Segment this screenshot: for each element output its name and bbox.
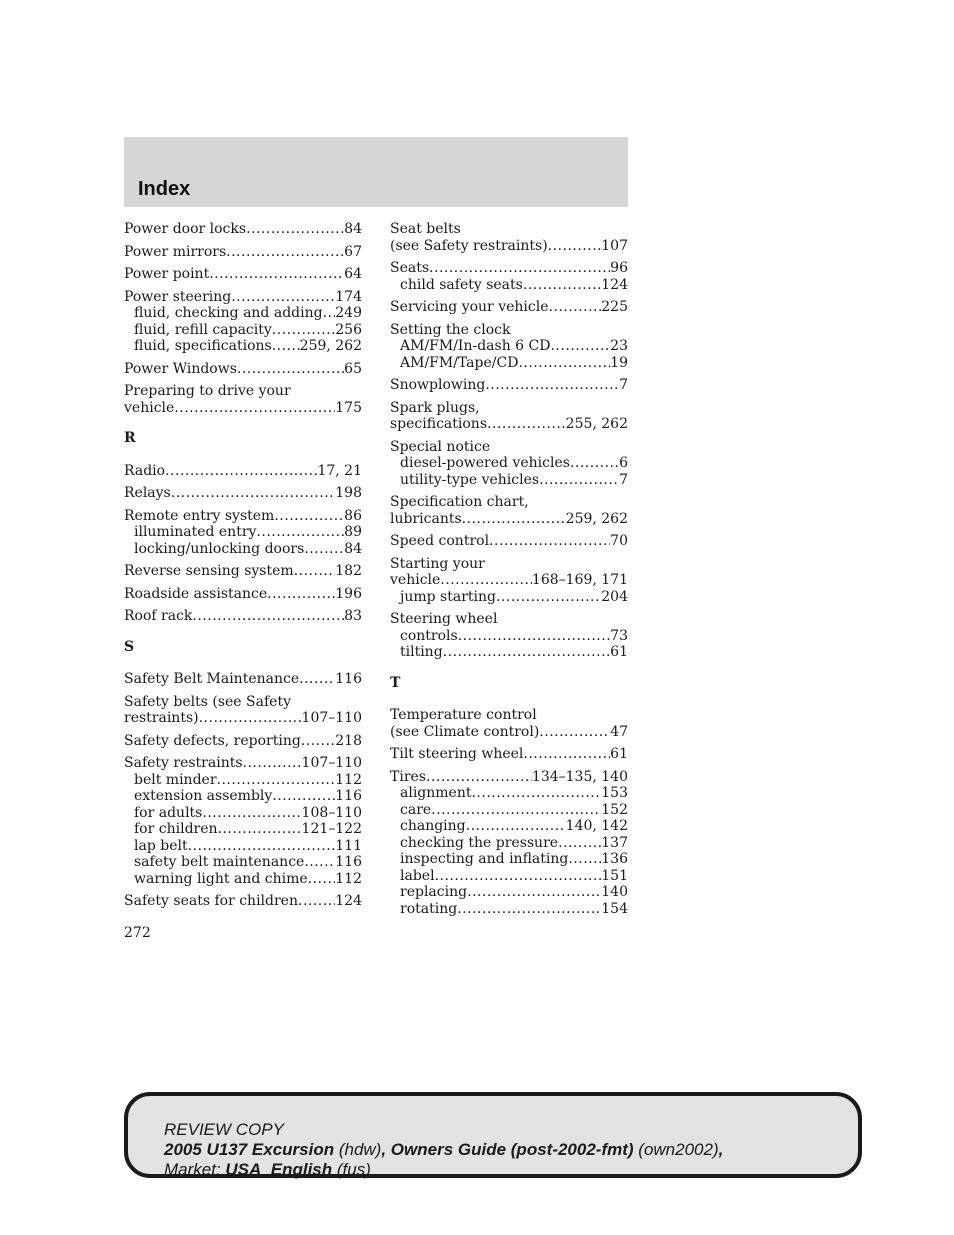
entry-term: (see Safety restraints) [390, 237, 548, 254]
dot-leader [539, 724, 610, 741]
index-entry-line [390, 707, 628, 724]
index-subentry [390, 835, 628, 852]
index-entry [124, 671, 362, 688]
entry-page: 84 [344, 221, 362, 237]
entry-term: AM/FM/Tape/CD [400, 354, 519, 371]
index-subentry [124, 805, 362, 822]
entry-page: 124 [601, 276, 628, 293]
index-subentry [390, 868, 628, 885]
entry-page: 6 [619, 455, 628, 471]
dot-leader [471, 785, 601, 802]
entry-term: for children [134, 821, 218, 837]
index-entry-line [124, 586, 362, 603]
index-entry [124, 586, 362, 603]
entry-page: 89 [344, 524, 362, 540]
entry-page: 112 [335, 771, 362, 788]
index-entry [124, 755, 362, 887]
entry-term: jump starting [400, 588, 496, 605]
entry-page: 67 [344, 243, 362, 260]
index-subentry [390, 589, 628, 606]
entry-term: checking the pressure [400, 834, 559, 851]
index-entry-line [390, 533, 628, 550]
index-entry-line [124, 361, 362, 378]
dot-leader [299, 671, 335, 688]
entry-term: (see Climate control) [390, 723, 540, 740]
index-subentry [390, 818, 628, 835]
index-entry-line [124, 383, 362, 400]
index-entry-line [390, 511, 628, 528]
entry-term: Specification chart, [390, 494, 529, 510]
index-entry [124, 221, 362, 238]
index-entry-line [124, 694, 362, 711]
index-entry-line [124, 893, 362, 910]
dot-leader [192, 608, 344, 625]
dot-leader [485, 377, 619, 394]
dot-leader [274, 508, 344, 525]
entry-page: 140, 142 [565, 818, 628, 834]
dot-leader [435, 868, 602, 885]
entry-term: diesel-powered vehicles [400, 455, 570, 471]
separator: , [381, 1140, 391, 1159]
index-entry-line [124, 244, 362, 261]
index-entry-line [124, 710, 362, 727]
entry-term: lap belt [134, 837, 188, 854]
entry-page: 154 [601, 900, 628, 917]
index-entry-line [390, 746, 628, 763]
entry-page: 107–110 [301, 755, 362, 771]
entry-page: 225 [601, 299, 628, 315]
index-entry [124, 733, 362, 750]
entry-page: 70 [610, 533, 628, 549]
market-line [164, 1160, 858, 1180]
entry-term: Temperature control [390, 707, 537, 723]
dot-leader [188, 838, 336, 855]
index-entry-line [390, 260, 628, 277]
entry-term: Starting your [390, 555, 485, 572]
index-subentry [390, 644, 628, 661]
entry-page: 19 [610, 354, 628, 371]
dot-leader [440, 572, 532, 589]
index-subentry [390, 901, 628, 918]
index-entry-line [390, 299, 628, 316]
entry-term: controls [400, 627, 458, 644]
entry-term: illuminated entry [134, 524, 257, 540]
dot-leader [568, 851, 601, 868]
index-entry-line [124, 508, 362, 525]
entry-term: Setting the clock [390, 321, 511, 338]
dot-leader [523, 746, 610, 763]
entry-term: Power point [124, 266, 210, 282]
entry-term: Roadside assistance [124, 585, 268, 602]
entry-term: Remote entry system [124, 507, 275, 524]
entry-page: 140 [601, 884, 628, 900]
index-entry-line [390, 416, 628, 433]
dot-leader [298, 893, 335, 910]
index-subentry [390, 884, 628, 901]
dot-leader [171, 485, 336, 502]
dot-leader [272, 322, 336, 339]
dot-leader [272, 338, 300, 355]
entry-page: 259, 262 [299, 338, 362, 354]
dot-leader [199, 710, 302, 727]
entry-page: 7 [619, 377, 628, 393]
entry-term: extension assembly [134, 788, 273, 804]
index-entry-line [124, 755, 362, 772]
review-copy-box [124, 1092, 862, 1178]
entry-term: tilting [400, 644, 443, 660]
entry-term: fluid, specifications [134, 338, 272, 354]
index-entry [390, 556, 628, 606]
index-entry-line [390, 572, 628, 589]
entry-term: for adults [134, 804, 203, 821]
entry-term: Tilt steering wheel [390, 746, 524, 762]
index-entry-line [124, 671, 362, 688]
index-subentry [124, 838, 362, 855]
entry-page: 256 [335, 321, 362, 338]
entry-page: 116 [335, 788, 362, 804]
index-subentry [124, 788, 362, 805]
index-entry-line [124, 221, 362, 238]
index-entry-line [390, 439, 628, 456]
entry-term: Snowplowing [390, 377, 486, 393]
separator: , [718, 1140, 724, 1159]
index-entry-line [390, 238, 628, 255]
guide-name: Owners Guide (post-2002-fmt) [390, 1140, 634, 1159]
index-subentry [124, 338, 362, 355]
dot-leader [308, 871, 336, 888]
dot-leader [466, 818, 566, 835]
entry-page: 249 [335, 305, 362, 321]
dot-leader [429, 260, 610, 277]
index-entry [390, 322, 628, 372]
index-entry [390, 377, 628, 394]
dot-leader [294, 563, 336, 580]
entry-term: Radio [124, 462, 166, 479]
dot-leader [174, 400, 335, 417]
index-entry-line [124, 400, 362, 417]
entry-page: 86 [344, 507, 362, 524]
dot-leader [202, 805, 301, 822]
dot-leader [462, 511, 566, 528]
entry-page: 112 [335, 870, 362, 887]
section-letter: S [124, 638, 135, 655]
document-info-line [164, 1140, 858, 1160]
entry-page: 7 [619, 471, 628, 488]
entry-page: 61 [610, 644, 628, 660]
entry-term: Seat belts [390, 221, 461, 237]
entry-page: 151 [601, 867, 628, 884]
entry-page: 259, 262 [565, 510, 628, 527]
dot-leader [243, 755, 302, 772]
index-entry [390, 533, 628, 550]
page-number: 272 [124, 925, 151, 941]
entry-page: 196 [335, 585, 362, 602]
dot-leader [226, 244, 344, 261]
entry-page: 136 [601, 851, 628, 867]
entry-page: 124 [335, 893, 362, 909]
dot-leader [489, 533, 610, 550]
index-entry [124, 608, 362, 625]
entry-page: 108–110 [301, 804, 362, 821]
dot-leader [539, 472, 619, 489]
entry-term: Power door locks [124, 221, 247, 237]
entry-page: 137 [601, 834, 628, 851]
index-subentry [390, 472, 628, 489]
entry-page: 116 [335, 671, 362, 687]
entry-term: lubricants [390, 510, 462, 527]
index-entry-line [124, 266, 362, 283]
dot-leader [558, 835, 601, 852]
index-column-left [124, 221, 362, 916]
index-entry-line [124, 608, 362, 625]
entry-term: Preparing to drive your [124, 383, 291, 399]
dot-leader [272, 788, 335, 805]
index-entry [124, 893, 362, 910]
dot-leader [431, 802, 601, 819]
index-entry [124, 266, 362, 283]
index-column-right [390, 221, 628, 923]
entry-term: label [400, 867, 435, 884]
index-subentry [390, 785, 628, 802]
dot-leader [231, 289, 335, 306]
dot-leader [549, 299, 602, 316]
entry-term: fluid, refill capacity [134, 321, 272, 338]
index-entry [124, 463, 362, 480]
entry-page: 17, 21 [317, 462, 362, 479]
dot-leader [487, 416, 566, 433]
entry-term: Seats [390, 260, 430, 276]
entry-term: fluid, checking and adding [134, 305, 323, 321]
dot-leader [237, 361, 344, 378]
dot-leader [496, 589, 601, 606]
dot-leader [304, 541, 344, 558]
entry-term: Reverse sensing system [124, 563, 294, 579]
dot-leader [256, 524, 344, 541]
entry-term: changing [400, 818, 466, 834]
index-header-bar [124, 137, 628, 207]
index-entry-line [390, 400, 628, 417]
guide-code: (own2002) [633, 1140, 719, 1159]
entry-term: utility-type vehicles [400, 471, 540, 488]
entry-term: Special notice [390, 438, 491, 455]
dot-leader [458, 628, 610, 645]
entry-term: vehicle [390, 572, 441, 588]
entry-page: 107 [601, 237, 628, 254]
entry-term: Safety Belt Maintenance [124, 671, 300, 687]
entry-term: Spark plugs, [390, 399, 480, 416]
index-entry-line [390, 221, 628, 238]
entry-page: 175 [335, 399, 362, 416]
entry-page: 152 [601, 801, 628, 818]
index-entry [390, 707, 628, 740]
index-subentry [124, 772, 362, 789]
entry-term: Roof rack [124, 608, 193, 624]
dot-leader [467, 884, 601, 901]
dot-leader [550, 338, 610, 355]
index-subentry [390, 277, 628, 294]
index-entry-line [390, 611, 628, 628]
section-letter: R [124, 430, 136, 446]
index-entry [390, 299, 628, 316]
entry-term: belt minder [134, 771, 217, 788]
entry-page: 174 [335, 288, 362, 305]
dot-leader [443, 644, 611, 661]
index-entry-line [390, 769, 628, 786]
index-entry-line [390, 494, 628, 511]
entry-page: 23 [610, 338, 628, 354]
entry-page: 96 [610, 260, 628, 276]
index-subentry [124, 524, 362, 541]
entry-term: locking/unlocking doors [134, 540, 305, 557]
dot-leader [267, 586, 335, 603]
entry-page: 182 [335, 563, 362, 579]
entry-term: Speed control [390, 533, 490, 549]
dot-leader [218, 821, 302, 838]
index-subentry [390, 628, 628, 645]
entry-term: rotating [400, 900, 458, 917]
entry-page: 61 [610, 746, 628, 762]
entry-term: Safety seats for children [124, 893, 298, 909]
entry-term: Safety belts (see Safety [124, 693, 291, 710]
index-subentry [124, 322, 362, 339]
index-entry [124, 508, 362, 558]
index-entry [124, 694, 362, 727]
index-entry-line [124, 563, 362, 580]
entry-page: 134–135, 140 [531, 768, 628, 785]
dot-leader [246, 221, 344, 238]
index-entry [390, 769, 628, 918]
dot-leader [570, 455, 619, 472]
entry-page: 204 [601, 588, 628, 605]
index-entry [124, 244, 362, 261]
index-subentry [124, 854, 362, 871]
index-subentry [390, 355, 628, 372]
market-code: (fus) [332, 1160, 371, 1179]
entry-page: 65 [344, 360, 362, 377]
index-entry-line [124, 463, 362, 480]
entry-term: safety belt maintenance [134, 854, 305, 870]
dot-leader [426, 769, 532, 786]
entry-term: Tires [390, 768, 426, 785]
index-entry-line [124, 733, 362, 750]
entry-page: 153 [601, 785, 628, 801]
entry-term: warning light and chime [134, 870, 308, 887]
index-subentry [124, 541, 362, 558]
index-entry [390, 439, 628, 489]
entry-term: vehicle [124, 399, 175, 416]
entry-page: 116 [335, 854, 362, 870]
entry-page: 47 [610, 723, 628, 740]
entry-term: replacing [400, 884, 468, 900]
entry-page: 64 [344, 266, 362, 282]
entry-page: 83 [344, 608, 362, 624]
index-subentry [124, 821, 362, 838]
entry-term: Steering wheel [390, 611, 498, 627]
entry-term: Power Windows [124, 360, 237, 377]
entry-page: 111 [335, 837, 362, 854]
entry-term: Relays [124, 485, 171, 501]
dot-leader [518, 355, 610, 372]
index-entry [390, 494, 628, 527]
index-entry [124, 289, 362, 355]
index-subentry [390, 338, 628, 355]
index-subentry [124, 305, 362, 322]
index-entry [390, 221, 628, 254]
index-subentry [390, 851, 628, 868]
entry-term: inspecting and inflating [400, 851, 569, 867]
dot-leader [209, 266, 344, 283]
index-entry-line [390, 322, 628, 339]
index-entry-line [390, 556, 628, 573]
index-subentry [390, 802, 628, 819]
entry-page: 168–169, 171 [531, 572, 628, 588]
market-label: Market: [164, 1160, 226, 1179]
entry-page: 218 [335, 732, 362, 749]
index-subentry [124, 871, 362, 888]
entry-page: 73 [610, 627, 628, 644]
index-entry [390, 746, 628, 763]
entry-term: Servicing your vehicle [390, 299, 549, 315]
index-entry [124, 383, 362, 416]
entry-term: restraints) [124, 710, 199, 726]
model-name: 2005 U137 Excursion [164, 1140, 335, 1159]
entry-term: Safety restraints [124, 755, 243, 771]
dot-leader [323, 305, 336, 322]
entry-term: Safety defects, reporting [124, 732, 301, 749]
dot-leader [548, 238, 602, 255]
entry-page: 121–122 [301, 821, 362, 837]
review-copy-label: REVIEW COPY [164, 1120, 284, 1139]
index-entry [390, 611, 628, 661]
index-entry-line [390, 377, 628, 394]
index-subentry [390, 455, 628, 472]
entry-term: specifications [390, 416, 488, 432]
entry-page: 198 [335, 485, 362, 501]
model-code: (hdw) [334, 1140, 382, 1159]
dot-leader [457, 901, 601, 918]
dot-leader [217, 772, 336, 789]
index-entry [390, 260, 628, 293]
entry-page: 255, 262 [565, 416, 628, 432]
entry-page: 107–110 [301, 710, 362, 726]
dot-leader [304, 854, 335, 871]
section-letter: T [390, 674, 401, 691]
dot-leader [523, 277, 601, 294]
entry-term: care [400, 801, 432, 818]
entry-page: 84 [344, 540, 362, 557]
entry-term: alignment [400, 785, 472, 801]
index-entry-line [390, 724, 628, 741]
index-entry [124, 361, 362, 378]
entry-term: child safety seats [400, 276, 523, 293]
entry-term: Power steering [124, 288, 232, 305]
dot-leader [301, 733, 335, 750]
entry-term: Power mirrors [124, 243, 227, 260]
index-entry [124, 485, 362, 502]
index-entry-line [124, 289, 362, 306]
dot-leader [165, 463, 317, 480]
market-name: USA_English [225, 1160, 333, 1179]
index-entry-line [124, 485, 362, 502]
entry-term: AM/FM/In-dash 6 CD [400, 338, 551, 354]
index-entry [124, 563, 362, 580]
page-title: Index [138, 178, 191, 200]
index-entry [390, 400, 628, 433]
